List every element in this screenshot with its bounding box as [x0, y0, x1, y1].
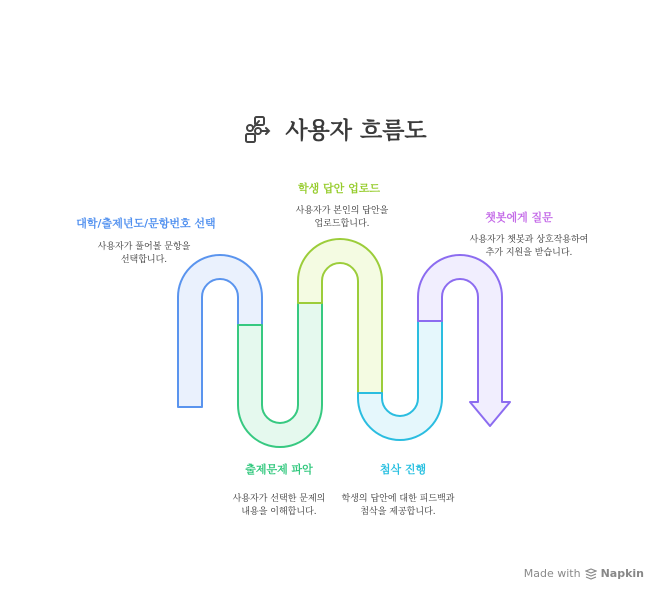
footer-prefix: Made with — [523, 567, 581, 580]
diagram-title: 사용자 흐름도 — [285, 118, 427, 144]
segment-2-understand — [238, 303, 322, 447]
step-4-title: 첨삭 진행 — [379, 463, 427, 476]
step-2-title: 출제문제 파악 — [245, 463, 313, 476]
step-5-description: 사용자가 챗봇과 상호작용하여 추가 지원을 받습니다. — [469, 235, 589, 258]
made-with-napkin-badge[interactable] — [524, 567, 644, 580]
napkin-logo-icon — [585, 568, 597, 580]
step-4-description: 학생의 답안에 대한 피드백과 첨삭을 제공합니다. — [341, 494, 455, 517]
step-1-title: 대학/출제년도/문항번호 선택 — [76, 217, 216, 230]
step-2-description: 사용자가 선택한 문제의 내용을 이해합니다. — [232, 494, 326, 517]
step-1-description: 사용자가 풀어볼 문항을 선택합니다. — [97, 242, 191, 265]
footer-brand: Napkin — [600, 567, 644, 580]
step-5-title: 챗봇에게 질문 — [485, 211, 553, 224]
step-3-title: 학생 답안 업로드 — [297, 182, 381, 195]
step-3-description: 사용자가 본인의 답안을 업로드합니다. — [295, 206, 389, 229]
